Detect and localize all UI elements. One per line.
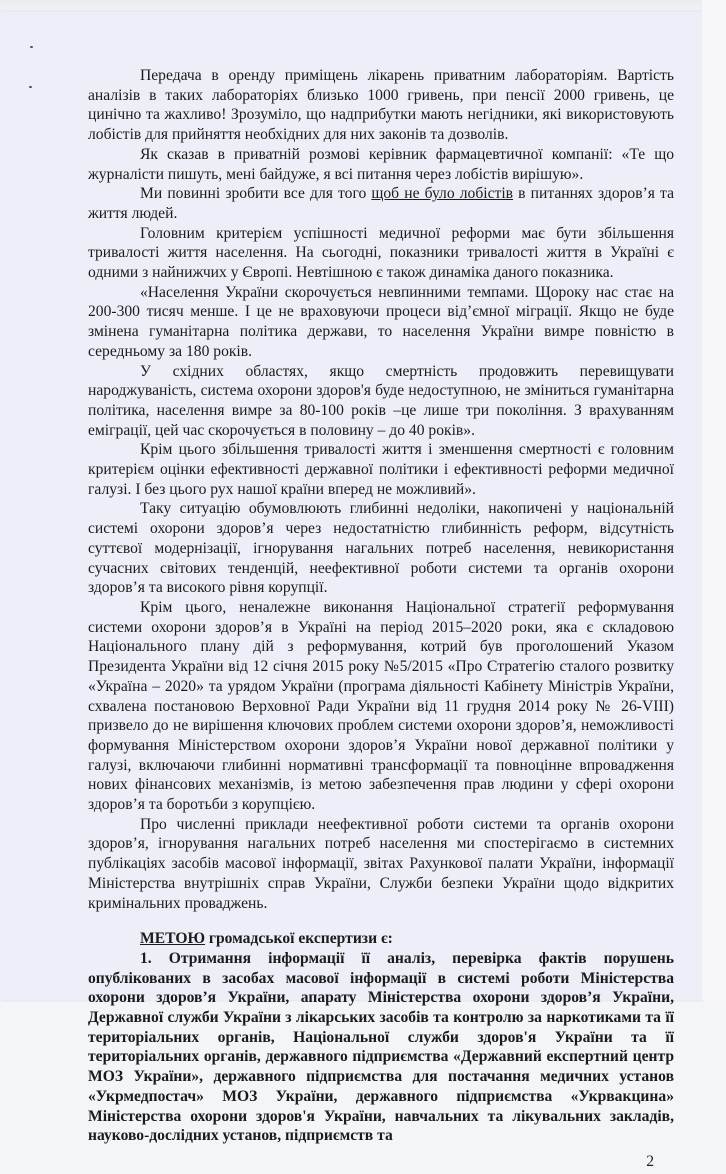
paragraph-main-criterion: Крім цього збільшення тривалості життя і зменшення смертності є головним критерієм оцінки ефективності державної політики і ефективності реформи медичної галузі. І без цього рух нашої країни вперед не можливий». [88, 441, 674, 498]
paragraph-eastern-regions: У східних областях, якщо смертність продовжить перевищувати народжуваність, система охорони здоров'я буде недоступною, не зміниться гуманітарна політика, населення вимре за 80-100 років –це лише три покоління. З врахуванням еміграції, цей час скорочується в половину – до 40 років». [88, 362, 674, 439]
underlined-phrase: щоб не було лобістів [371, 185, 514, 203]
scan-right-margin [702, 0, 726, 1000]
paragraph-private-labs: Передача в оренду приміщень лікарень приватним лабораторіям. Вартість аналізів в таких лабораторіях близько 1000 гривень, при пенсії 2000 гривень, це цинічно та жахливо! Зрозуміло, що надприбутки мають негідники, які використовують лобістів для прийняття необхідних для них законів та дозволів. [88, 67, 674, 144]
text-segment: в питаннях здоров’я та життя людей. [88, 185, 674, 222]
text-segment: Ми повинні зробити все для того [140, 185, 372, 203]
paragraph-no-lobbyists [88, 184, 674, 223]
scan-speck [29, 86, 32, 88]
page-footer [88, 1152, 674, 1174]
paragraph-life-expectancy: Головним критерієм успішності медичної реформи має бути збільшення тривалості життя населення. На сьогодні, показники тривалості життя в Україні є одними з найнижчих у Європі. Невтішною є також динаміка даного показника. [88, 224, 674, 282]
purpose-heading-rest: громадської експертизи є: [205, 930, 393, 948]
scan-top-margin [0, 0, 726, 12]
page-number: 2 [646, 1153, 654, 1170]
purpose-heading [88, 929, 674, 949]
paragraph-pharma-quote: Як сказав в приватній розмові керівник фармацевтичної компанії: «Те що журналісти пишуть, мені байдуже, я всі питання через лобістів вирішую». [88, 145, 674, 183]
paragraph-examples: Про численні приклади неефективної роботи системи та органів охорони здоров’я, ігнорування нагальних потреб населення ми спостерігаємо в системних публікаціях засобів масової інформації, звітах Рахункової палати України, інформації Міністерства внутрішніх справ України, Служби безпеки України щодо відкритих кримінальних проваджень. [88, 815, 674, 912]
purpose-item-1: 1. Отримання інформації її аналіз, перевірка фактів порушень опублікованих в засобах масової інформації в системі роботи Міністерства охорони здоров’я України, апарату Міністерства охорони здоров’я України, Державної служби України з лікарських засобів та контролю за наркотиками та її територіальних органів, Національної служби здоров'я України та її територіальних органів, державного підприємства «Державний експертний центр МОЗ України», державного підприємства для постачання медичних установ «Укрмедпостач» МОЗ України, державного підприємства «Укрвакцина» Міністерства охорони здоров'я України, навчальних та лікувальних закладів, науково-дослідних установ, підприємств та [88, 949, 674, 1145]
scan-speck [30, 46, 33, 48]
paragraph-population-decline: «Населення України скорочується невпинними темпами. Щороку нас стає на 200-300 тисяч менше. І це не враховуючи процеси від’ємної міграції. Якщо не буде змінена гуманітарна політика держави, то населення України вимре повністю в середньому за 180 років. [88, 283, 674, 360]
purpose-heading-keyword: МЕТОЮ [140, 930, 206, 948]
paragraph-national-strategy: Крім цього, неналежне виконання Національної стратегії реформування системи охорони здоров’я в Україні на період 2015–2020 роки, яка є складовою Національного плану дій з реформування, котрий був проголошений Указом Президента України від 12 січня 2015 року №5/2015 «Про Стратегію сталого розвитку «Україна – 2020» та урядом України (програма діяльності Кабінету Міністрів України, схвалена постановою Верховної Ради України від 11 грудня 2014 року № 26-VIII) призвело до не вирішення ключових проблем системи охорони здоров’я, неможливості формування Міністерством охорони здоров’я України нової державної політики у галузі, включаючи глибинні нормативні трансформації та повноцінне впровадження нових фінансових механізмів, із метою забезпечення прав людини у сфері охорони здоров’я та боротьби з корупцією. [88, 598, 674, 814]
document-body [88, 66, 674, 1146]
paragraph-deep-flaws: Таку ситуацію обумовлюють глибинні недоліки, накопичені у національній системі охорони здоров’я через недостатністю глибинність реформ, відсутність суттєвої модернізації, ігнорування нагальних потреб населення, невикористання сучасних світових тенденцій, неефективної роботи системи та органів охорони здоров’я та високого рівня корупції. [88, 500, 674, 597]
